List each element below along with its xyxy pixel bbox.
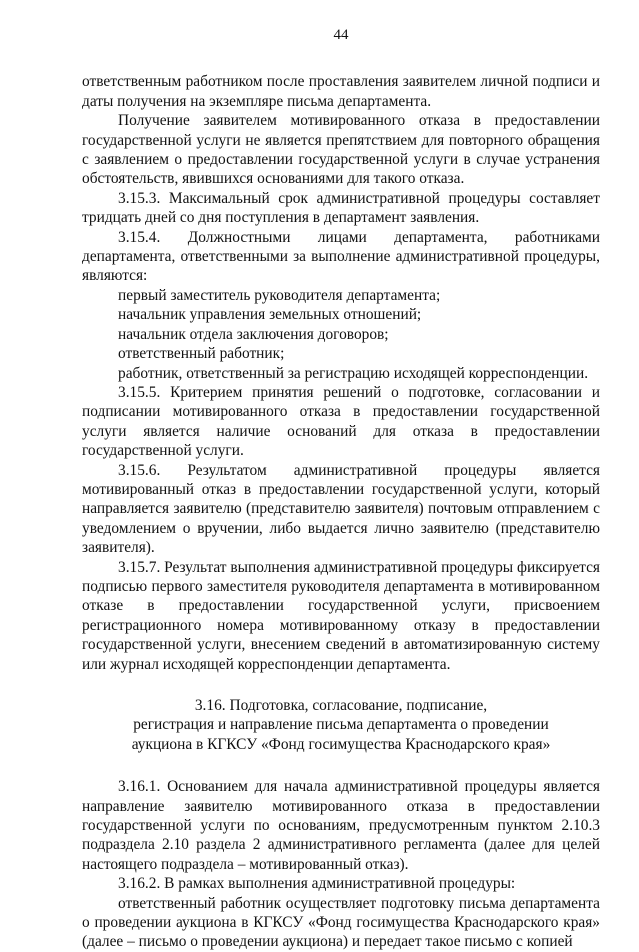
paragraph-3-15-3: 3.15.3. Максимальный срок административной процедуры составляет тридцать дней со дня поступления в департамент заявления. xyxy=(82,189,600,227)
officials-list-item: работник, ответственный за регистрацию исходящей корреспонденции. xyxy=(118,364,589,382)
document-page xyxy=(82,26,600,952)
section-heading-line: 3.16. Подготовка, согласование, подписание, xyxy=(194,697,488,714)
officials-list-item: первый заместитель руководителя департамента; xyxy=(118,286,441,304)
officials-list-item: ответственный работник; xyxy=(118,345,285,363)
paragraph-refusal-note: Получение заявителем мотивированного отказа в предоставлении государственной услуги не является препятствием для повторного обращения с заявлением о предоставлении государственной услуги в случае устранения обстоятельств, явившихся основаниями для такого отказа. xyxy=(82,112,600,188)
paragraph-3-15-4: 3.15.4. Должностными лицами департамента, работниками департамента, ответственными за выполнение административной процедуры, являются: xyxy=(82,228,600,285)
paragraph-3-16-2: 3.16.2. В рамках выполнения административной процедуры: xyxy=(118,875,516,893)
paragraph-responsible-worker: ответственный работник осуществляет подготовку письма департамента о проведении аукциона в КГКСУ «Фонд госимущества Краснодарского края» (далее – письмо о проведении аукциона) и передает такое письмо с копией xyxy=(82,894,600,951)
section-heading-line: регистрация и направление письма департамента о проведении xyxy=(133,716,549,734)
officials-list-item: начальник отдела заключения договоров; xyxy=(118,325,389,343)
page-number: 44 xyxy=(333,27,349,43)
section-heading-line: аукциона в КГКСУ «Фонд госимущества Краснодарского края» xyxy=(131,735,551,753)
section-heading-3-16 xyxy=(82,696,600,754)
paragraph-3-15-5: 3.15.5. Критерием принятия решений о подготовке, согласовании и подписании мотивированного отказа в предоставлении государственной услуги является наличие оснований для отказа в предоставлении государственной услуги. xyxy=(82,383,600,460)
paragraph-3-16-1: 3.16.1. Основанием для начала административной процедуры является направление заявителю мотивированного отказа в предоставлении государственной услуги по основаниям, предусмотренным пунктом 2.10.3 подраздела 2.10 раздела 2 административного регламента (далее для целей настоящего подраздела – мотивированный отказ). xyxy=(82,778,600,873)
paragraph-3-15-6: 3.15.6. Результатом административной процедуры является мотивированный отказ в предоставлении государственной услуги, который направляется заявителю (представителю заявителя) почтовым отправлением с уведомлением о вручении, либо выдается лично заявителю (представителю заявителя). xyxy=(82,461,600,557)
paragraph-continuation: ответственным работником после проставления заявителем личной подписи и даты получения на экземпляре письма департамента. xyxy=(82,73,600,110)
officials-list-item: начальник управления земельных отношений; xyxy=(118,306,422,324)
paragraph-3-15-7: 3.15.7. Результат выполнения административной процедуры фиксируется подписью первого заместителя руководителя департамента в мотивированном отказе в предоставлении государственной услуги, присвоением регистрационного номера мотивированному отказу в предоставлении государственной услуги, внесением сведений в автоматизированную систему или журнал исходящей корреспонденции департамента. xyxy=(82,558,600,673)
